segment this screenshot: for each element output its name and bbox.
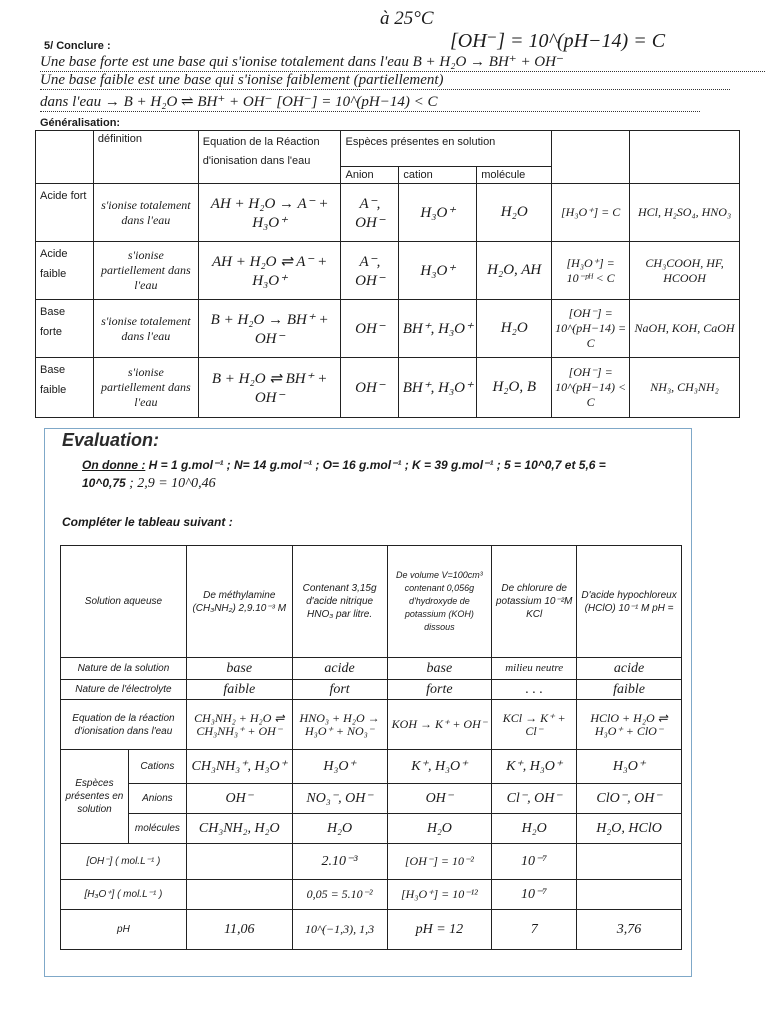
gen-row-examples: CH₃COOH, HF, HCOOH [630,242,740,300]
cell: H₂O, HClO [577,814,682,844]
cell: fort [292,680,387,700]
cell: [OH⁻] = 10⁻² [387,844,492,880]
row-nature-solution [61,658,682,680]
row-label: Nature de l'électrolyte [61,680,187,700]
given-data-label: On donne : [82,458,146,472]
given-data-text: H = 1 g.mol⁻¹ ; N= 14 g.mol⁻¹ ; O= 16 g.mol⁻¹ ; K = 39 g.mol⁻¹ ; 5 = 10^0,7 et 5,6 = [145,458,606,472]
conclusion-line-3: dans l'eau → B + H₂O ⇌ BH⁺ + OH⁻ [OH⁻] = 10^(pH−14) < C [40,92,700,112]
cell: H₂O [492,814,577,844]
cell: 0,05 = 5.10⁻² [292,880,387,910]
gen-row-cation: BH⁺, H₃O⁺ [399,300,477,358]
row-equation [61,700,682,750]
cell: H₃O⁺ [577,750,682,784]
evaluation-title: Evaluation: [62,430,160,450]
gen-row-equation: AH + H₂O ⇌ A⁻ + H₃O⁺ [198,242,341,300]
gen-row-definition: s'ionise totalement dans l'eau [93,184,198,242]
gen-header-conc [552,131,630,184]
cell: CH₃NH₃⁺, H₃O⁺ [186,750,292,784]
cell: H₂O [387,814,492,844]
row-label: Nature de la solution [61,658,187,680]
given-data-line-2 [82,476,216,492]
gen-row-definition: s'ionise partiellement dans l'eau [93,358,198,418]
row-ph [61,910,682,950]
gen-row-conc: [OH⁻] = 10^(pH−14) = C [552,300,630,358]
cell: OH⁻ [387,784,492,814]
gen-row-name: Base forte [36,300,94,358]
gen-row-anion: OH⁻ [341,300,399,358]
row-cations [61,750,682,784]
col-header-kcl: De chlorure de potassium 10⁻²M KCl [492,546,577,658]
gen-row-equation: AH + H₂O → A⁻ + H₃O⁺ [198,184,341,242]
cell: 2.10⁻³ [292,844,387,880]
cell: OH⁻ [186,784,292,814]
gen-row-equation: B + H₂O ⇌ BH⁺ + OH⁻ [198,358,341,418]
gen-row-conc: [OH⁻] = 10^(pH−14) < C [552,358,630,418]
given-data-line-1 [82,458,606,472]
col-header-methylamine: De méthylamine (CH₃NH₂) 2,9.10⁻³ M [186,546,292,658]
cell [186,844,292,880]
gen-row-cation: H₃O⁺ [399,184,477,242]
gen-row [36,184,740,242]
cell: CH₃NH₂, H₂O [186,814,292,844]
cell: acide [577,658,682,680]
completer-instruction: Compléter le tableau suivant : [62,515,233,529]
gen-row-conc: [H₃O⁺] = 10⁻ᵖᴴ < C [552,242,630,300]
col-header-hclo: D'acide hypochloreux (HClO) 10⁻¹ M pH = [577,546,682,658]
row-label: Anions [128,784,186,814]
oh-formula-note: [OH⁻] = 10^(pH−14) = C [450,30,666,52]
row-oh-concentration [61,844,682,880]
cell: 10⁻⁷ [492,880,577,910]
gen-row-name: Acide fort [36,184,94,242]
cell: base [186,658,292,680]
cell: KOH → K⁺ + OH⁻ [387,700,492,750]
cell: HClO + H₂O ⇌ H₃O⁺ + ClO⁻ [577,700,682,750]
cell: forte [387,680,492,700]
row-label: Cations [128,750,186,784]
cell: 10^(−1,3), 1,3 [292,910,387,950]
cell: . . . [492,680,577,700]
cell: 11,06 [186,910,292,950]
cell: K⁺, H₃O⁺ [492,750,577,784]
gen-row-anion: A⁻, OH⁻ [341,242,399,300]
row-nature-electrolyte [61,680,682,700]
cell: faible [577,680,682,700]
cell [577,880,682,910]
gen-row [36,300,740,358]
gen-header-examples [630,131,740,184]
gen-row-name: Acide faible [36,242,94,300]
cell: [H₃O⁺] = 10⁻¹² [387,880,492,910]
cell: milieu neutre [492,658,577,680]
cell [577,844,682,880]
row-h3o-concentration [61,880,682,910]
cell: CH₃NH₂ + H₂O ⇌ CH₃NH₃⁺ + OH⁻ [186,700,292,750]
cell: H₂O [292,814,387,844]
generalisation-heading: Généralisation: [40,117,121,129]
conclure-heading: 5/ Conclure : [44,40,111,52]
evaluation-table [60,545,682,950]
row-label: [OH⁻] ( mol.L⁻¹ ) [61,844,187,880]
gen-header-molecule: molécule [477,167,552,184]
cell: 7 [492,910,577,950]
cell: K⁺, H₃O⁺ [387,750,492,784]
gen-header-equation: Equation de la Réaction d'ionisation dans l'eau [198,131,341,184]
gen-header-cation: cation [399,167,477,184]
gen-row-cation: BH⁺, H₃O⁺ [399,358,477,418]
gen-row-molecule: H₂O [477,184,552,242]
col-header-koh: De volume V=100cm³ contenant 0,056g d'hydroxyde de potassium (KOH) dissous [387,546,492,658]
gen-header-anion: Anion [341,167,399,184]
cell: ClO⁻, OH⁻ [577,784,682,814]
cell: H₃O⁺ [292,750,387,784]
gen-row-name: Base faible [36,358,94,418]
gen-header-especes: Espèces présentes en solution [341,131,552,167]
row-anions [61,784,682,814]
gen-row-molecule: H₂O [477,300,552,358]
generalisation-table [35,130,740,418]
gen-row-definition: s'ionise totalement dans l'eau [93,300,198,358]
row-label: molécules [128,814,186,844]
cell: KCl → K⁺ + Cl⁻ [492,700,577,750]
cell: faible [186,680,292,700]
gen-row-anion: OH⁻ [341,358,399,418]
cell: 3,76 [577,910,682,950]
gen-row-equation: B + H₂O → BH⁺ + OH⁻ [198,300,341,358]
cell: 10⁻⁷ [492,844,577,880]
cell: NO₃⁻, OH⁻ [292,784,387,814]
cell [186,880,292,910]
cell: acide [292,658,387,680]
gen-corner-cell [36,131,94,184]
gen-row-molecule: H₂O, B [477,358,552,418]
gen-row-anion: A⁻, OH⁻ [341,184,399,242]
row-label: pH [61,910,187,950]
cell: pH = 12 [387,910,492,950]
cell: HNO₃ + H₂O → H₃O⁺ + NO₃⁻ [292,700,387,750]
row-label: Equation de la réaction d'ionisation dans l'eau [61,700,187,750]
gen-row-conc: [H₃O⁺] = C [552,184,630,242]
row-label: [H₃O⁺] ( mol.L⁻¹ ) [61,880,187,910]
cell: Cl⁻, OH⁻ [492,784,577,814]
gen-header-definition: définition [93,131,198,184]
gen-row-cation: H₃O⁺ [399,242,477,300]
col-header-solution: Solution aqueuse [61,546,187,658]
gen-row [36,358,740,418]
gen-row-molecule: H₂O, AH [477,242,552,300]
gen-row [36,242,740,300]
row-molecules [61,814,682,844]
col-header-nitric-acid: Contenant 3,15g d'acide nitrique HNO₃ par litre. [292,546,387,658]
given-data-text-2: 10^0,75 [82,476,126,490]
conclusion-line-2: Une base faible est une base qui s'ionise faiblement (partiellement) [40,72,730,90]
cell: base [387,658,492,680]
gen-row-definition: s'ionise partiellement dans l'eau [93,242,198,300]
given-data-handwritten: ; 2,9 = 10^0,46 [129,476,216,491]
especes-label: Espèces présentes en solution [61,750,129,844]
gen-row-examples: NaOH, KOH, CaOH [630,300,740,358]
temperature-note: à 25°C [380,8,434,29]
conclusion-line-1: Une base forte est une base qui s'ionise totalement dans l'eau B + H₂O → BH⁺ + OH⁻ [40,52,765,72]
gen-row-examples: NH₃, CH₃NH₂ [630,358,740,418]
gen-row-examples: HCl, H₂SO₄, HNO₃ [630,184,740,242]
